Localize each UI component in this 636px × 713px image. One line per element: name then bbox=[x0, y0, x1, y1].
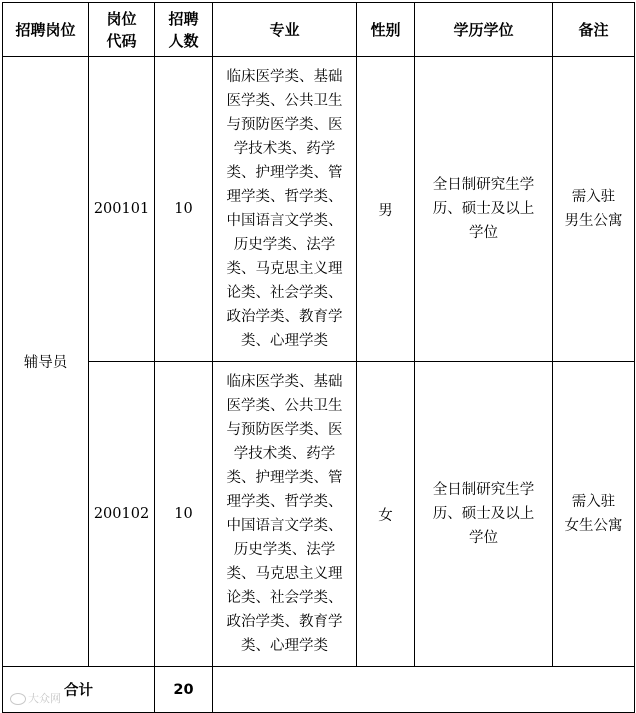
degree-cell bbox=[415, 362, 553, 667]
degree-line: 学位 bbox=[469, 530, 498, 546]
major-line: 中国语言文学类、 bbox=[226, 213, 343, 229]
header-code-line: 岗位 bbox=[106, 9, 137, 28]
header-count-line: 人数 bbox=[168, 31, 199, 50]
major-line: 论类、社会学类、 bbox=[226, 590, 343, 606]
remark-line: 需入驻 bbox=[571, 189, 616, 205]
remark-line: 需入驻 bbox=[571, 494, 616, 510]
major-line: 理学类、哲学类、 bbox=[226, 494, 343, 510]
watermark-text: 大众网 bbox=[28, 692, 61, 705]
degree-line: 历、硕士及以上 bbox=[432, 506, 535, 522]
header-code-line: 代码 bbox=[106, 31, 137, 50]
table-row bbox=[3, 362, 635, 667]
watermark-logo-icon bbox=[10, 693, 26, 705]
remark-line: 男生公寓 bbox=[564, 213, 623, 229]
header-gender: 性别 bbox=[357, 3, 415, 57]
major-line: 类、马克思主义理 bbox=[226, 261, 343, 277]
major-line: 历史学类、法学 bbox=[233, 542, 336, 558]
major-line: 医学类、公共卫生 bbox=[226, 93, 343, 109]
major-cell bbox=[213, 57, 357, 362]
major-line: 学技术类、药学 bbox=[233, 141, 336, 157]
total-row bbox=[3, 667, 635, 713]
header-row bbox=[3, 3, 635, 57]
major-line: 理学类、哲学类、 bbox=[226, 189, 343, 205]
major-line: 历史学类、法学 bbox=[233, 237, 336, 253]
count-cell: 10 bbox=[155, 57, 213, 362]
header-count-line: 招聘 bbox=[168, 9, 199, 28]
gender-cell: 男 bbox=[357, 57, 415, 362]
major-line: 与预防医学类、医 bbox=[226, 422, 343, 438]
major-line: 类、心理学类 bbox=[241, 638, 328, 654]
remark-line: 女生公寓 bbox=[564, 518, 623, 534]
major-line: 类、心理学类 bbox=[241, 333, 328, 349]
degree-line: 全日制研究生学 bbox=[432, 482, 535, 498]
major-line: 与预防医学类、医 bbox=[226, 117, 343, 133]
major-line: 类、马克思主义理 bbox=[226, 566, 343, 582]
major-line: 学技术类、药学 bbox=[233, 446, 336, 462]
recruitment-table bbox=[2, 2, 635, 713]
major-line: 类、护理学类、管 bbox=[226, 165, 343, 181]
degree-line: 学位 bbox=[469, 225, 498, 241]
major-line: 临床医学类、基础 bbox=[226, 374, 343, 390]
major-line: 临床医学类、基础 bbox=[226, 69, 343, 85]
remark-cell bbox=[553, 57, 635, 362]
watermark bbox=[10, 690, 61, 706]
major-line: 政治学类、教育学 bbox=[226, 614, 343, 630]
gender-cell: 女 bbox=[357, 362, 415, 667]
header-major: 专业 bbox=[213, 3, 357, 57]
header-degree: 学历学位 bbox=[415, 3, 553, 57]
total-empty-cell bbox=[213, 667, 635, 713]
position-cell: 辅导员 bbox=[3, 57, 89, 667]
table-row bbox=[3, 57, 635, 362]
degree-line: 全日制研究生学 bbox=[432, 177, 535, 193]
total-label: 合计 bbox=[3, 667, 155, 713]
header-position: 招聘岗位 bbox=[3, 3, 89, 57]
header-code bbox=[89, 3, 155, 57]
remark-cell bbox=[553, 362, 635, 667]
major-line: 论类、社会学类、 bbox=[226, 285, 343, 301]
count-cell: 10 bbox=[155, 362, 213, 667]
major-cell bbox=[213, 362, 357, 667]
degree-line: 历、硕士及以上 bbox=[432, 201, 535, 217]
major-line: 中国语言文学类、 bbox=[226, 518, 343, 534]
header-remark: 备注 bbox=[553, 3, 635, 57]
code-cell: 200102 bbox=[89, 362, 155, 667]
code-cell: 200101 bbox=[89, 57, 155, 362]
major-line: 政治学类、教育学 bbox=[226, 309, 343, 325]
total-value: 20 bbox=[155, 667, 213, 713]
degree-cell bbox=[415, 57, 553, 362]
major-line: 医学类、公共卫生 bbox=[226, 398, 343, 414]
major-line: 类、护理学类、管 bbox=[226, 470, 343, 486]
header-count bbox=[155, 3, 213, 57]
